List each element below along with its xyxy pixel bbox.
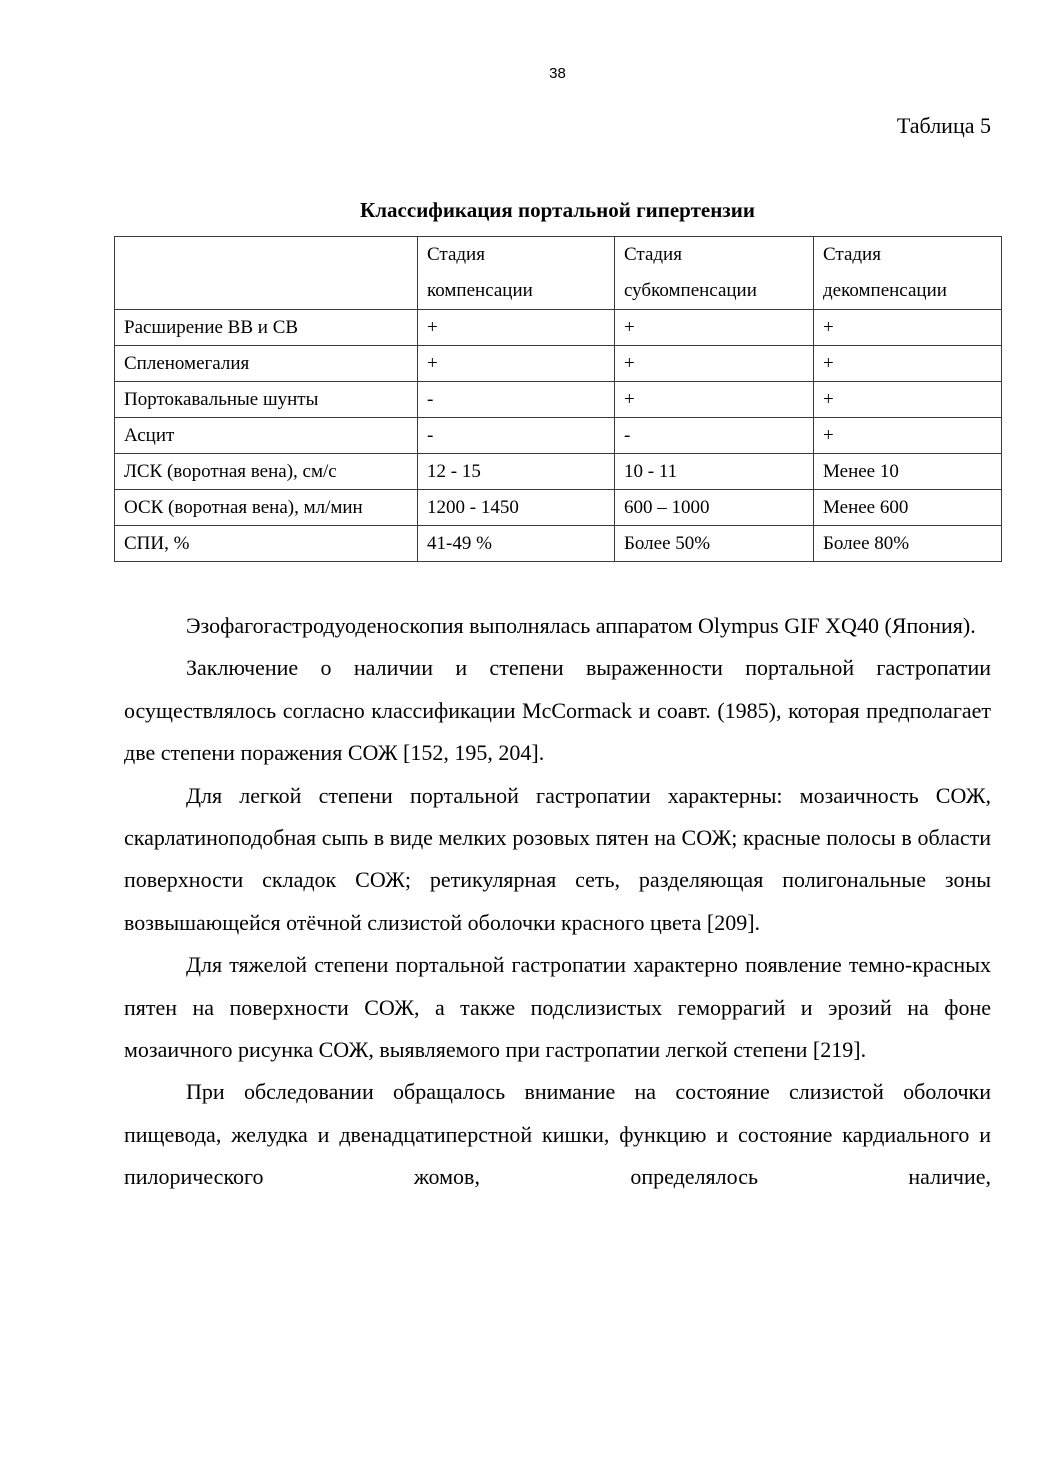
- table-cell: +: [615, 382, 814, 418]
- table-cell: 10 - 11: [615, 454, 814, 490]
- row-label-cell: СПИ, %: [115, 526, 418, 562]
- header-cell-subcompensation: [615, 237, 814, 310]
- table-cell: 41-49 %: [418, 526, 615, 562]
- table-cell: +: [418, 310, 615, 346]
- table-cell: +: [814, 346, 1002, 382]
- table-cell: -: [418, 418, 615, 454]
- table-cell: Более 50%: [615, 526, 814, 562]
- table-row: [115, 346, 1002, 382]
- header-line: Стадия: [624, 244, 682, 265]
- paragraph-mild-gastropathy: Для легкой степени портальной гастропатии характерны: мозаичность СОЖ, скарлатиноподобная сыпь в виде мелких розовых пятен на СОЖ; красные полосы в области поверхности складок СОЖ; ретикулярная сеть, разделяющая полигональные зоны возвышающейся отёчной слизистой оболочки красного цвета [209].: [124, 782, 991, 935]
- table-row: [115, 382, 1002, 418]
- table-cell: -: [418, 382, 615, 418]
- table-cell: 600 – 1000: [615, 490, 814, 526]
- row-label-cell: ОСК (воротная вена), мл/мин: [115, 490, 418, 526]
- row-label-cell: ЛСК (воротная вена), см/с: [115, 454, 418, 490]
- header-stub-cell: [115, 237, 418, 310]
- table-cell: +: [814, 310, 1002, 346]
- header-line: Стадия: [427, 244, 485, 265]
- table-cell: Менее 10: [814, 454, 1002, 490]
- table-cell: -: [615, 418, 814, 454]
- table-row: [115, 454, 1002, 490]
- table-row: [115, 490, 1002, 526]
- table-title: Классификация портальной гипертензии: [360, 198, 755, 222]
- row-label-cell: Асцит: [115, 418, 418, 454]
- paragraph-examination: При обследовании обращалось внимание на состояние слизистой оболочки пищевода, желудка и двенадцатиперстной кишки, функцию и состояние кардиального и пилорического жомов, определялось наличие,: [124, 1079, 991, 1190]
- table-cell: +: [814, 418, 1002, 454]
- row-label-cell: Расширение ВВ и СВ: [115, 310, 418, 346]
- table-cell: 12 - 15: [418, 454, 615, 490]
- page-number: 38: [549, 65, 566, 82]
- table-cell: +: [615, 310, 814, 346]
- table-label: Таблица 5: [896, 113, 991, 138]
- header-line: субкомпенсации: [624, 280, 757, 301]
- table-header-row: [115, 237, 1002, 310]
- table-row: [115, 310, 1002, 346]
- header-cell-decompensation: [814, 237, 1002, 310]
- row-label-cell: Портокавальные шунты: [115, 382, 418, 418]
- table-cell: Менее 600: [814, 490, 1002, 526]
- table-cell: 1200 - 1450: [418, 490, 615, 526]
- table-cell: +: [814, 382, 1002, 418]
- header-line: Стадия: [823, 244, 881, 265]
- row-label-cell: Спленомегалия: [115, 346, 418, 382]
- table-row: [115, 526, 1002, 562]
- table-cell: +: [418, 346, 615, 382]
- header-cell-compensation: [418, 237, 615, 310]
- header-line: декомпенсации: [823, 280, 947, 301]
- paragraph-endoscopy-device: Эзофагогастродуоденоскопия выполнялась аппаратом Olympus GIF XQ40 (Япония).: [186, 613, 976, 638]
- classification-table: [114, 236, 1002, 562]
- paragraph-gastropathy-classification: Заключение о наличии и степени выраженности портальной гастропатии осуществлялось согласно классификации McCormack и соавт. (1985), которая предполагает две степени поражения СОЖ [152, 195, 204].: [124, 655, 991, 766]
- table-cell: +: [615, 346, 814, 382]
- table-cell: Более 80%: [814, 526, 1002, 562]
- header-line: компенсации: [427, 280, 533, 301]
- table-row: [115, 418, 1002, 454]
- body-text: [124, 605, 991, 1199]
- paragraph-severe-gastropathy: Для тяжелой степени портальной гастропатии характерно появление темно-красных пятен на поверхности СОЖ, а также подслизистых геморрагий и эрозий на фоне мозаичного рисунка СОЖ, выявляемого при гастропатии легкой степени [219].: [124, 952, 991, 1063]
